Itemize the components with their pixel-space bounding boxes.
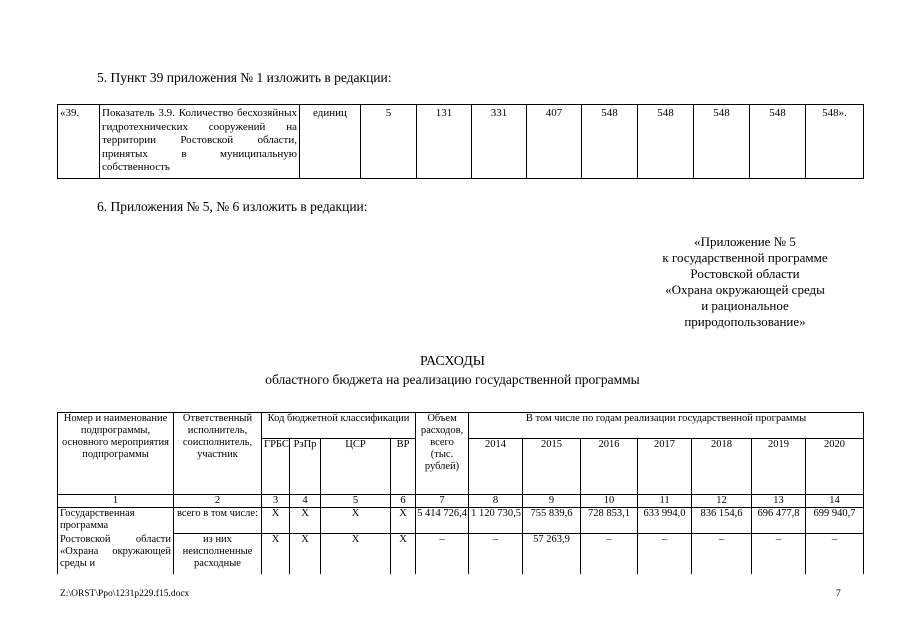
- row-participant: всего в том числе:: [174, 508, 262, 534]
- expenses-title: РАСХОДЫ: [420, 354, 485, 369]
- year-value: 696 477,8: [752, 508, 806, 534]
- total-cell: 5 414 726,4: [416, 508, 469, 534]
- year-value: –: [638, 534, 692, 574]
- footer-file-path: Z:\ORST\Ppo\1231p229.f15.docx: [60, 589, 190, 599]
- year-value: 1 120 730,5: [469, 508, 523, 534]
- row-name: Ростовской области «Охрана окружающей среды и: [58, 534, 174, 574]
- code-cell: X: [321, 534, 391, 574]
- column-number: 2: [174, 495, 262, 508]
- year-value: 633 994,0: [638, 508, 692, 534]
- column-number: 8: [469, 495, 523, 508]
- column-number: 5: [321, 495, 391, 508]
- appendix-line: к государственной программе: [662, 250, 828, 265]
- item-6-text: 6. Приложения № 5, № 6 изложить в редакции:: [97, 199, 368, 214]
- header-by-year: В том числе по годам реализации государственной программы: [469, 413, 864, 439]
- header-grbs: ГРБС: [262, 439, 290, 495]
- header-year: 2019: [752, 439, 806, 495]
- code-cell: X: [262, 534, 290, 574]
- appendix-line: Ростовской области: [690, 266, 800, 281]
- column-number: 3: [262, 495, 290, 508]
- year-value: 728 853,1: [581, 508, 638, 534]
- year-value: 699 940,7: [806, 508, 864, 534]
- indicator-number: «39.: [58, 105, 100, 179]
- indicator-value: 131: [417, 105, 472, 179]
- column-number: 13: [752, 495, 806, 508]
- column-number: 11: [638, 495, 692, 508]
- indicator-value: 407: [527, 105, 582, 179]
- code-cell: X: [321, 508, 391, 534]
- year-value: –: [752, 534, 806, 574]
- year-value: –: [469, 534, 523, 574]
- row-name: Государственная программа: [58, 508, 174, 534]
- row-participant: из них неисполненные расходные: [174, 534, 262, 574]
- header-year: 2020: [806, 439, 864, 495]
- header-rzpr: РзПр: [290, 439, 321, 495]
- code-cell: X: [290, 508, 321, 534]
- header-year: 2015: [523, 439, 581, 495]
- expenses-table: [57, 412, 864, 574]
- header-csr: ЦСР: [321, 439, 391, 495]
- appendix-line: «Приложение № 5: [694, 234, 796, 249]
- item-5-text: 5. Пункт 39 приложения № 1 изложить в редакции:: [97, 70, 392, 85]
- code-cell: X: [262, 508, 290, 534]
- header-year: 2017: [638, 439, 692, 495]
- column-number: 12: [692, 495, 752, 508]
- total-cell: –: [416, 534, 469, 574]
- year-value: 755 839,6: [523, 508, 581, 534]
- code-cell: X: [391, 508, 416, 534]
- code-cell: X: [290, 534, 321, 574]
- indicator-value: 548: [582, 105, 638, 179]
- year-value: 57 263,9: [523, 534, 581, 574]
- header-budget-code: Код бюджетной классификации: [262, 413, 416, 439]
- column-number: 14: [806, 495, 864, 508]
- column-number: 9: [523, 495, 581, 508]
- expenses-subtitle: областного бюджета на реализацию государственной программы: [265, 372, 640, 387]
- column-number: 1: [58, 495, 174, 508]
- column-number: 6: [391, 495, 416, 508]
- page-number: 7: [836, 589, 841, 599]
- header-year: 2014: [469, 439, 523, 495]
- indicator-value: 548: [694, 105, 750, 179]
- header-year: 2016: [581, 439, 638, 495]
- year-value: –: [692, 534, 752, 574]
- column-number: 10: [581, 495, 638, 508]
- header-participant: Ответственный исполнитель, соисполнитель, участник: [174, 413, 262, 495]
- table-row: [58, 534, 864, 574]
- appendix-caption: [645, 234, 845, 330]
- indicator-value: 548».: [806, 105, 864, 179]
- indicator-unit: единиц: [300, 105, 361, 179]
- indicator-description: Показатель 3.9. Количество бесхозяйных гидротехнических сооружений на территории Ростовской области, принятых в муниципальную собственность: [100, 105, 300, 179]
- header-volume: Объем расходов, всего (тыс. рублей): [416, 413, 469, 495]
- indicator-value: 548: [750, 105, 806, 179]
- code-cell: X: [391, 534, 416, 574]
- year-value: –: [581, 534, 638, 574]
- column-number: 4: [290, 495, 321, 508]
- indicator-value: 5: [361, 105, 417, 179]
- header-name: Номер и наименование подпрограммы, основного мероприятия подпрограммы: [58, 413, 174, 495]
- header-vr: ВР: [391, 439, 416, 495]
- indicator-table: [57, 104, 864, 179]
- year-value: –: [806, 534, 864, 574]
- column-number: 7: [416, 495, 469, 508]
- appendix-line: и рациональное: [701, 298, 789, 313]
- indicator-value: 331: [472, 105, 527, 179]
- indicator-value: 548: [638, 105, 694, 179]
- table-row: [58, 508, 864, 534]
- appendix-line: природопользование»: [684, 314, 806, 329]
- year-value: 836 154,6: [692, 508, 752, 534]
- header-year: 2018: [692, 439, 752, 495]
- appendix-line: «Охрана окружающей среды: [665, 282, 825, 297]
